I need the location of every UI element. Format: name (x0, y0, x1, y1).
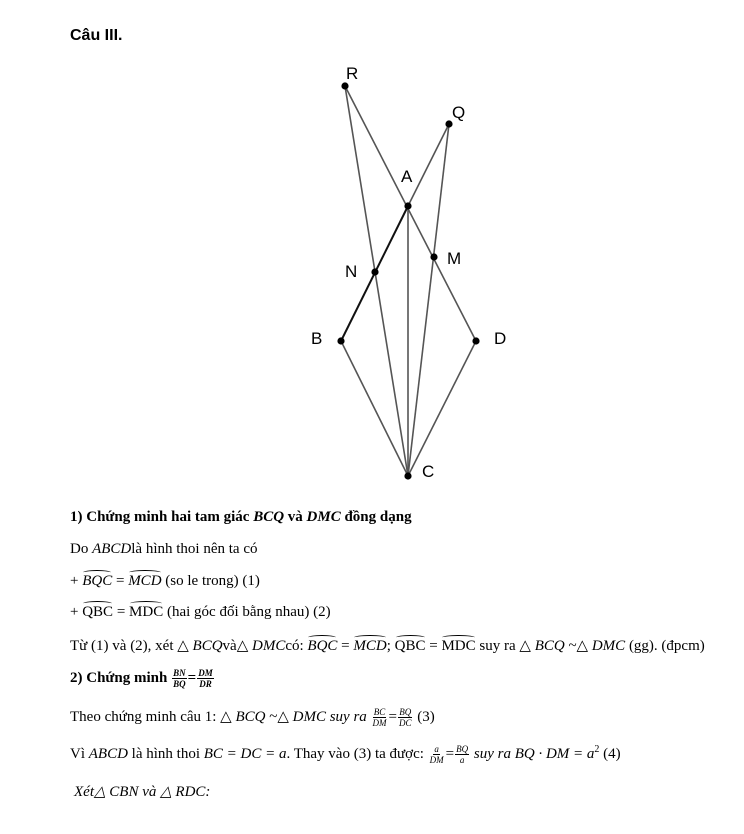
text-from: Từ (1) và (2), xét △ (70, 638, 193, 654)
line-ratio-3 (70, 707, 435, 728)
similar-sign: ~△ (265, 709, 293, 725)
equals: = (112, 573, 129, 589)
similar-sign: ~△ (564, 638, 592, 654)
point-D (472, 337, 479, 344)
point-R (341, 82, 348, 89)
triangle-dmc: DMC (252, 638, 286, 654)
line-angle-2 (70, 604, 331, 621)
line-substitute-4 (70, 744, 621, 765)
equals: = (425, 638, 442, 654)
angle-qbc: QBC (82, 604, 114, 620)
label-B: B (311, 329, 323, 348)
reason-2: (hai góc đối bằng nhau) (2) (163, 604, 331, 620)
figure-lines (341, 86, 476, 476)
segment-RC (345, 86, 408, 476)
triangle-cbn: CBN (109, 784, 139, 800)
angle-mcd: MCD (353, 638, 387, 654)
triangle-bcq: BCQ (192, 638, 223, 654)
section-heading: Câu III. (70, 27, 123, 44)
fraction-bq-a (455, 744, 469, 765)
product-equation: suy ra BQ · DM = a (470, 746, 595, 762)
fraction-a-dm (429, 744, 445, 765)
point-M (430, 253, 437, 260)
triangle-bcq: BCQ (534, 638, 565, 654)
point-N (371, 268, 378, 275)
text-dmc-therefore: DMC suy ra (292, 709, 371, 725)
triangle-bcq: BCQ (235, 709, 266, 725)
angle-bqc: BQC (307, 638, 338, 654)
fraction-bc-dm (372, 707, 388, 728)
point-B (337, 337, 344, 344)
text-therefore: suy ra △ (475, 638, 535, 654)
angle-mdc: MDC (441, 638, 476, 654)
angle-qbc: QBC (394, 638, 426, 654)
part1-title-and: và (284, 509, 307, 525)
text-and: và △ (138, 784, 176, 800)
numerator: BQ (456, 744, 469, 755)
line-conclusion-1 (70, 636, 705, 655)
segment-DC (408, 341, 476, 476)
fraction-bq-dc (398, 707, 413, 728)
denominator: DM (429, 755, 444, 766)
exponent: 2 (594, 744, 600, 755)
point-C (404, 472, 411, 479)
triangle-dmc: DMC (306, 509, 341, 525)
triangle-bcq: BCQ (253, 509, 285, 525)
segment-QA (408, 124, 449, 206)
label-4: (4) (599, 746, 621, 762)
text-substitute: . Thay vào (3) ta được: (286, 746, 428, 762)
rhombus-abcd: ABCD (88, 746, 128, 762)
line-angle-1 (70, 573, 260, 590)
label-R: R (346, 64, 359, 83)
text-and: và△ (222, 638, 252, 654)
numerator: BN (173, 668, 186, 678)
text-consider: Xét△ (74, 784, 110, 800)
point-A (404, 202, 411, 209)
label-Q: Q (452, 103, 466, 122)
equals: = (337, 638, 354, 654)
rhombus-abcd: ABCD (92, 541, 132, 557)
denominator: DM (372, 718, 387, 729)
text-by-part1: Theo chứng minh câu 1: △ (70, 709, 236, 725)
equals: = (388, 709, 398, 725)
text-rhombus-claim: là hình thoi nên ta có (131, 541, 258, 557)
text-qed: (gg). (đpcm) (625, 638, 705, 654)
label-A: A (401, 167, 413, 186)
numerator: DM (198, 668, 213, 678)
denominator: a (459, 755, 465, 766)
bullet-plus: + (70, 604, 83, 620)
equals: = (187, 669, 197, 686)
fraction-bn-bq (172, 668, 187, 689)
label-M: M (447, 249, 462, 268)
label-D: D (494, 329, 507, 348)
denominator: BQ (173, 679, 186, 689)
label-N: N (345, 262, 358, 281)
text-is-rhombus: là hình thoi (127, 746, 204, 762)
text-do: Do (70, 541, 93, 557)
line-rhombus (70, 541, 257, 558)
segment-QC (408, 124, 449, 476)
part2-title (70, 668, 215, 689)
angle-mcd: MCD (128, 573, 162, 589)
numerator: a (434, 744, 439, 755)
equation-bc-dc-a: BC = DC = a (203, 746, 287, 762)
text-have: có: (285, 638, 308, 654)
angle-bqc: BQC (82, 573, 113, 589)
label-C: C (422, 462, 435, 481)
denominator: DR (199, 679, 212, 689)
fraction-dm-dr (197, 668, 214, 689)
part1-title-text: 1) Chứng minh hai tam giác (70, 509, 254, 525)
bullet-plus: + (70, 573, 83, 589)
segment-RD (345, 86, 476, 341)
numerator: BQ (399, 707, 412, 718)
reason-1: (so le trong) (1) (161, 573, 260, 589)
label-3: (3) (413, 709, 435, 725)
part2-title-text: 2) Chứng minh (70, 669, 172, 686)
triangle-dmc: DMC (591, 638, 626, 654)
equals: = (113, 604, 130, 620)
line-consider (74, 782, 210, 801)
denominator: DC (399, 718, 412, 729)
separator: ; (386, 638, 395, 654)
angle-mdc: MDC (129, 604, 164, 620)
part1-title (70, 509, 412, 526)
part1-title-end: đồng dạng (340, 509, 412, 525)
text-since: Vì (70, 746, 89, 762)
segment-BC (341, 341, 408, 476)
equals: = (445, 746, 455, 762)
numerator: BC (373, 707, 386, 718)
triangle-rdc: RDC: (175, 784, 211, 800)
